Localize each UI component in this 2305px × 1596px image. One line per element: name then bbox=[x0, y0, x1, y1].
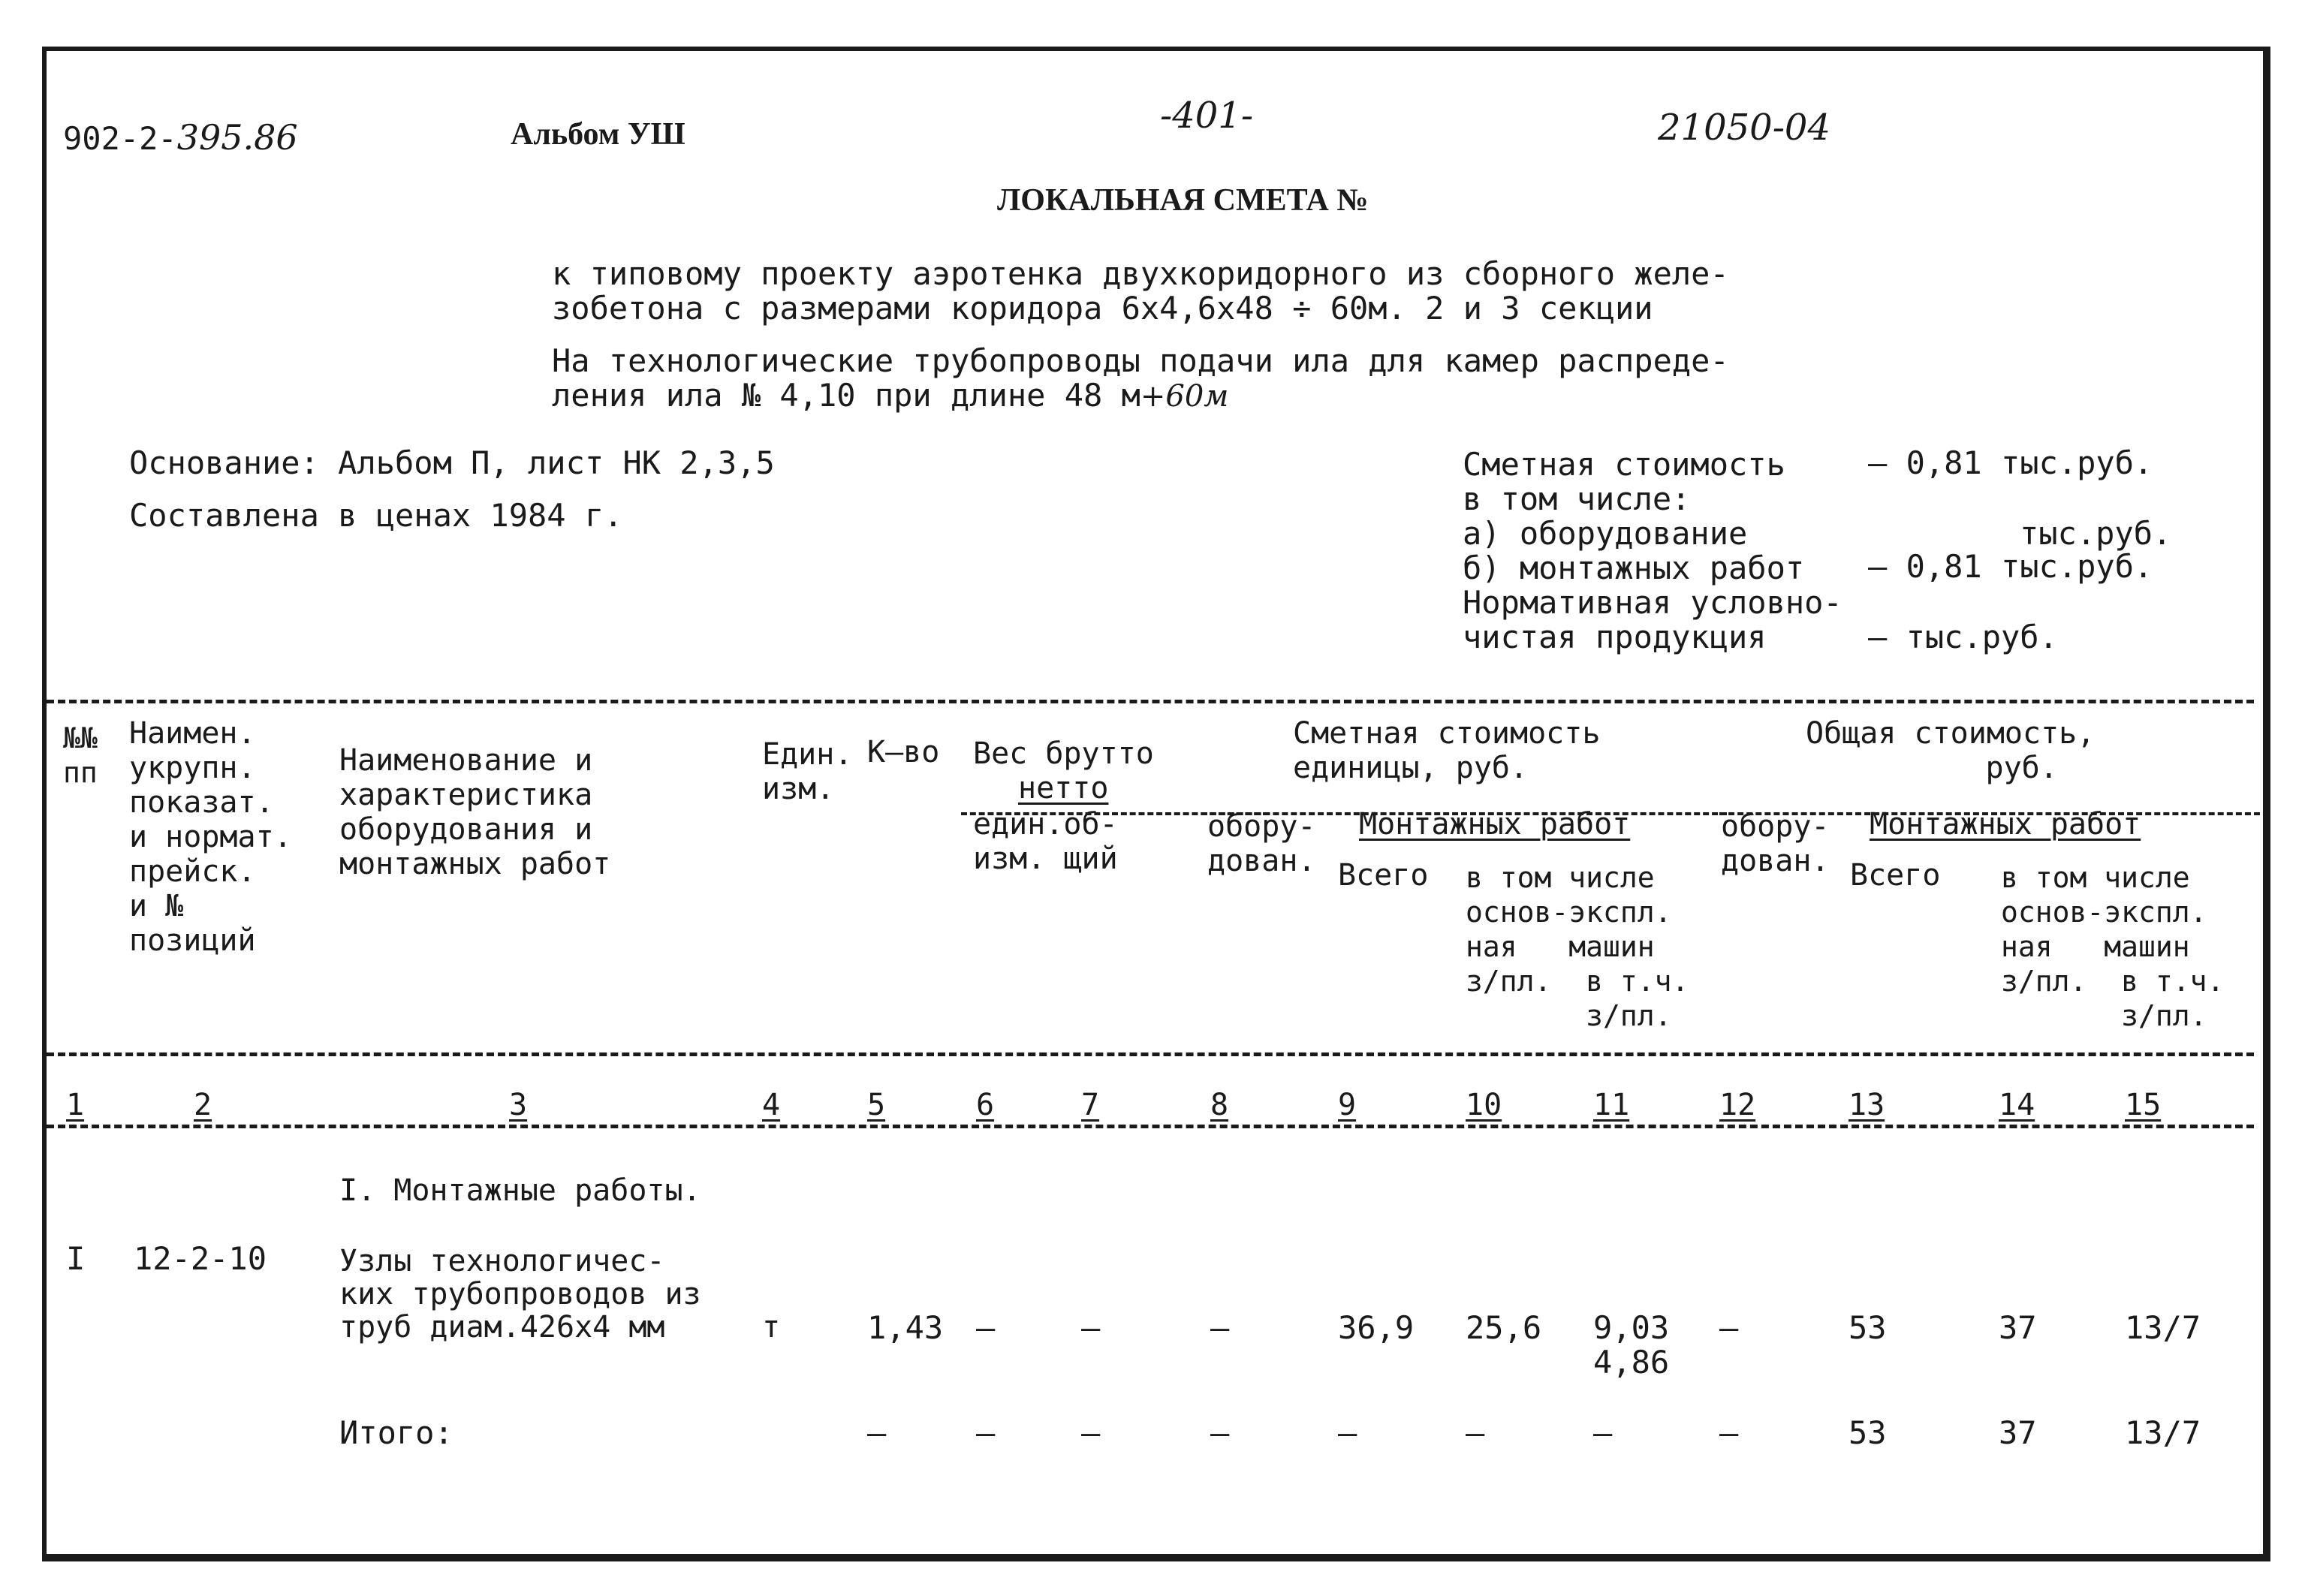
normative-label-2: чистая продукция bbox=[1463, 619, 1767, 655]
estimated-cost-value: – 0,81 тыс.руб. bbox=[1868, 444, 2153, 481]
col-num-4: 4 bbox=[762, 1088, 781, 1122]
col-num-13: 13 bbox=[1849, 1088, 1885, 1122]
album-label: Альбом УШ bbox=[511, 117, 685, 152]
row-name-line-3: труб диам.426х4 мм bbox=[339, 1310, 665, 1345]
equipment-unit: тыс.руб. bbox=[2020, 515, 2172, 552]
totals-dash-11: – bbox=[1593, 1414, 1613, 1451]
row-number: I bbox=[66, 1240, 86, 1277]
normative-value: – тыс.руб. bbox=[1868, 619, 2058, 655]
row-basic-wage-unit: 25,6 bbox=[1466, 1309, 1542, 1346]
row-norm-code: 12-2-10 bbox=[134, 1240, 267, 1277]
totals-dash-8: – bbox=[1210, 1414, 1230, 1451]
row-equip-unit: – bbox=[1210, 1309, 1230, 1346]
col-num-3: 3 bbox=[509, 1088, 528, 1122]
th-row-number: №№ пп bbox=[63, 721, 98, 789]
th-equip-total: обору- дован. bbox=[1721, 809, 1830, 878]
totals-basic-wage: 37 bbox=[1999, 1414, 2037, 1451]
col-num-7: 7 bbox=[1081, 1088, 1100, 1122]
row-machine-unit: 9,03 bbox=[1593, 1309, 1670, 1346]
col-num-5: 5 bbox=[867, 1088, 886, 1122]
totals-dash-12: – bbox=[1719, 1414, 1739, 1451]
header-bottom-rule bbox=[47, 1052, 2254, 1056]
row-basic-wage-total: 37 bbox=[1999, 1309, 2037, 1346]
th-weight-net: нетто bbox=[1018, 771, 1109, 806]
totals-total: 53 bbox=[1849, 1414, 1887, 1451]
basis-line: Основание: Альбом П, лист НК 2,3,5 bbox=[129, 444, 775, 481]
section-title: I. Монтажные работы. bbox=[339, 1173, 701, 1208]
th-incl-unit: в том числе основ-экспл. ная машин з/пл. в т.ч. з/пл. bbox=[1466, 861, 1689, 1032]
th-weight-per-unit: един.об- bbox=[973, 807, 1118, 842]
row-machine-total: 13/7 bbox=[2125, 1309, 2201, 1346]
th-weight-total: изм. щий bbox=[973, 842, 1118, 876]
row-weight-total: – bbox=[1081, 1309, 1101, 1346]
totals-dash-9: – bbox=[1338, 1414, 1357, 1451]
th-incl-total: в том числе основ-экспл. ная машин з/пл. в т.ч. з/пл. bbox=[2001, 861, 2225, 1032]
th-mount-total-title: Монтажных работ bbox=[1870, 807, 2141, 842]
normative-label-1: Нормативная условно- bbox=[1463, 584, 1842, 621]
totals-machine: 13/7 bbox=[2125, 1414, 2201, 1451]
including-label: в том числе: bbox=[1463, 480, 1691, 517]
estimate-code: 21050-04 bbox=[1658, 107, 1830, 149]
row-machine-wage-unit: 4,86 bbox=[1593, 1344, 1670, 1381]
equipment-label: а) оборудование bbox=[1463, 515, 1748, 552]
totals-dash-7: – bbox=[1081, 1414, 1101, 1451]
row-unit: т bbox=[762, 1310, 781, 1345]
subject-line-3: На технологические трубопроводы подачи ила для камер распреде- bbox=[552, 342, 1729, 379]
row-total-unit: 36,9 bbox=[1338, 1309, 1415, 1346]
th-total-total: Всего bbox=[1850, 858, 1941, 893]
subject-line-1: к типовому проекту аэротенка двухкоридорного из сборного желе- bbox=[552, 255, 1729, 292]
col-num-6: 6 bbox=[976, 1088, 995, 1122]
mounting-label: б) монтажных работ bbox=[1463, 550, 1805, 586]
col-num-1: 1 bbox=[66, 1088, 85, 1122]
col-num-14: 14 bbox=[1999, 1088, 2035, 1122]
th-work-name: Наименование и характеристика оборудования и монтажных работ bbox=[339, 743, 611, 881]
row-quantity: 1,43 bbox=[867, 1309, 944, 1346]
col-num-12: 12 bbox=[1719, 1088, 1756, 1122]
col-num-8: 8 bbox=[1210, 1088, 1229, 1122]
row-total: 53 bbox=[1849, 1309, 1887, 1346]
th-norm-code: Наимен. укрупн. показат. и нормат. прейск. и № позиций bbox=[129, 716, 292, 958]
th-unit-cost-title: Сметная стоимость единицы, руб. bbox=[1293, 716, 1601, 785]
table-top-rule bbox=[47, 700, 2254, 703]
totals-dash-5: – bbox=[867, 1414, 887, 1451]
th-total-cost-title: Общая стоимость, руб. bbox=[1806, 716, 2096, 785]
th-quantity: К–во bbox=[867, 735, 940, 769]
estimated-cost-label: Сметная стоимость bbox=[1463, 446, 1785, 483]
col-num-11: 11 bbox=[1593, 1088, 1630, 1122]
totals-dash-10: – bbox=[1466, 1414, 1485, 1451]
row-name-line-1: Узлы технологичес- bbox=[339, 1244, 665, 1278]
row-weight-unit: – bbox=[976, 1309, 996, 1346]
prices-year-line: Составлена в ценах 1984 г. bbox=[129, 497, 623, 534]
col-num-10: 10 bbox=[1466, 1088, 1502, 1122]
totals-label: Итого: bbox=[339, 1414, 453, 1451]
th-total-unit: Всего bbox=[1338, 858, 1429, 893]
th-mount-unit-title: Монтажных работ bbox=[1359, 807, 1631, 842]
th-unit: Един. изм. bbox=[762, 737, 853, 806]
th-weight-gross: Вес брутто bbox=[973, 736, 1154, 771]
col-num-2: 2 bbox=[194, 1088, 212, 1122]
mounting-value: – 0,81 тыс.руб. bbox=[1868, 548, 2153, 585]
th-equip-unit: обору- дован. bbox=[1207, 809, 1316, 878]
document-title: ЛОКАЛЬНАЯ СМЕТА № bbox=[997, 183, 1369, 218]
subject-line-2: зобетона с размерами коридора 6х4,6х48 ÷ 60м. 2 и 3 секции bbox=[552, 290, 1653, 327]
row-name-line-2: ких трубопроводов из bbox=[339, 1277, 701, 1311]
page-number: -401- bbox=[1160, 95, 1254, 137]
doc-code: 902-2-395.86 bbox=[63, 117, 298, 158]
row-equip-total: – bbox=[1719, 1309, 1739, 1346]
subject-line-4: ления ила № 4,10 при длине 48 м+60м bbox=[552, 377, 1229, 414]
col-num-15: 15 bbox=[2125, 1088, 2162, 1122]
totals-dash-6: – bbox=[976, 1414, 996, 1451]
column-number-rule bbox=[47, 1125, 2254, 1128]
col-num-9: 9 bbox=[1338, 1088, 1357, 1122]
